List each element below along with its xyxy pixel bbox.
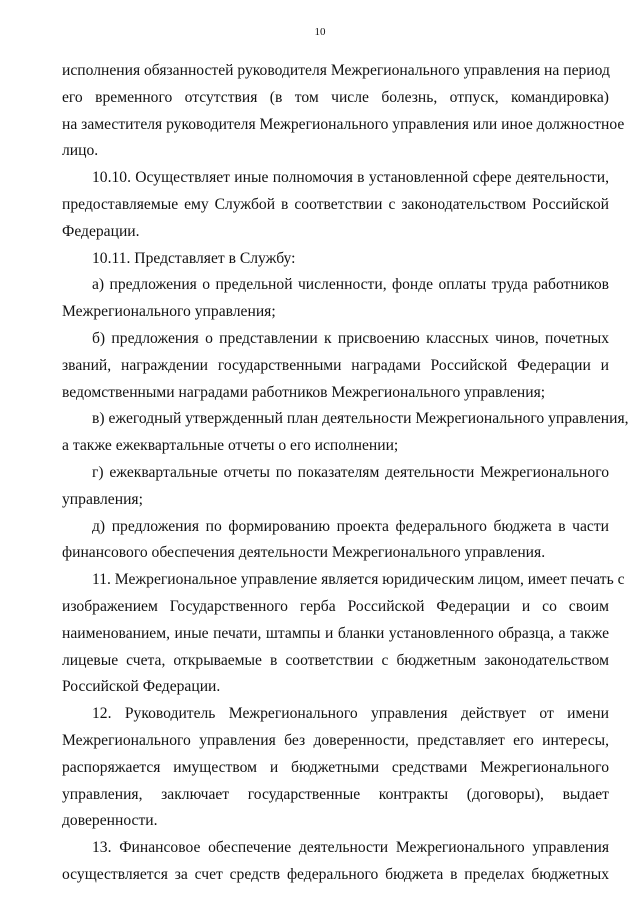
text-line: 11. Межрегиональное управление является юридическим лицом, имеет печать с — [92, 571, 625, 589]
text-line: Межрегионального управления без доверенности, представляет его интересы, — [62, 731, 609, 749]
text-line: 10.10. Осуществляет иные полномочия в установленной сфере деятельности, — [92, 169, 609, 187]
text-line: доверенности. — [62, 812, 158, 830]
text-line: на заместителя руководителя Межрегионального управления или иное должностное — [62, 115, 625, 133]
text-line: наименованием, иные печати, штампы и бланки установленного образца, а также — [62, 624, 609, 642]
text-line: исполнения обязанностей руководителя Межрегионального управления на период — [62, 62, 610, 79]
text-line: Межрегионального управления; — [62, 303, 276, 321]
text-line: в) ежегодный утвержденный план деятельности Межрегионального управления, — [92, 410, 629, 428]
text-line: предоставляемые ему Службой в соответствии с законодательством Российской — [62, 195, 609, 213]
text-line: ведомственными наградами работников Межрегионального управления; — [62, 383, 546, 401]
text-line: финансового обеспечения деятельности Межрегионального управления. — [62, 544, 546, 562]
text-line: распоряжается имуществом и бюджетными средствами Межрегионального — [62, 758, 609, 776]
text-line: 13. Финансовое обеспечение деятельности Межрегионального управления — [92, 839, 609, 857]
text-line: лицевые счета, открываемые в соответствии с бюджетным законодательством — [62, 651, 609, 669]
body-text — [62, 58, 629, 889]
text-line: управления, заключает государственные контракты (договоры), выдает — [62, 785, 609, 803]
text-line: а также ежеквартальные отчеты о его исполнении; — [62, 437, 399, 455]
text-line: 10.11. Представляет в Службу: — [92, 249, 296, 267]
text-line: званий, награждении государственными наградами Российской Федерации и — [62, 356, 609, 374]
text-line: г) ежеквартальные отчеты по показателям деятельности Межрегионального — [92, 463, 609, 481]
text-line: а) предложения о предельной численности, фонде оплаты труда работников — [92, 276, 609, 294]
text-line: д) предложения по формированию проекта федерального бюджета в части — [92, 517, 609, 535]
text-line: лицо. — [62, 142, 99, 160]
text-line: управления; — [62, 490, 143, 508]
text-line: Российской Федерации. — [62, 678, 221, 696]
text-line: 12. Руководитель Межрегионального управления действует от имени — [92, 705, 609, 723]
text-line: б) предложения о представлении к присвоению классных чинов, почетных — [92, 329, 609, 347]
text-line: изображением Государственного герба Российской Федерации и со своим — [62, 597, 609, 615]
text-line: Федерации. — [62, 222, 140, 240]
text-line: его временного отсутствия (в том числе болезнь, отпуск, командировка) — [62, 88, 609, 106]
text-line: осуществляется за счет средств федерального бюджета в пределах бюджетных — [62, 865, 609, 883]
page-number: 10 — [314, 26, 326, 38]
